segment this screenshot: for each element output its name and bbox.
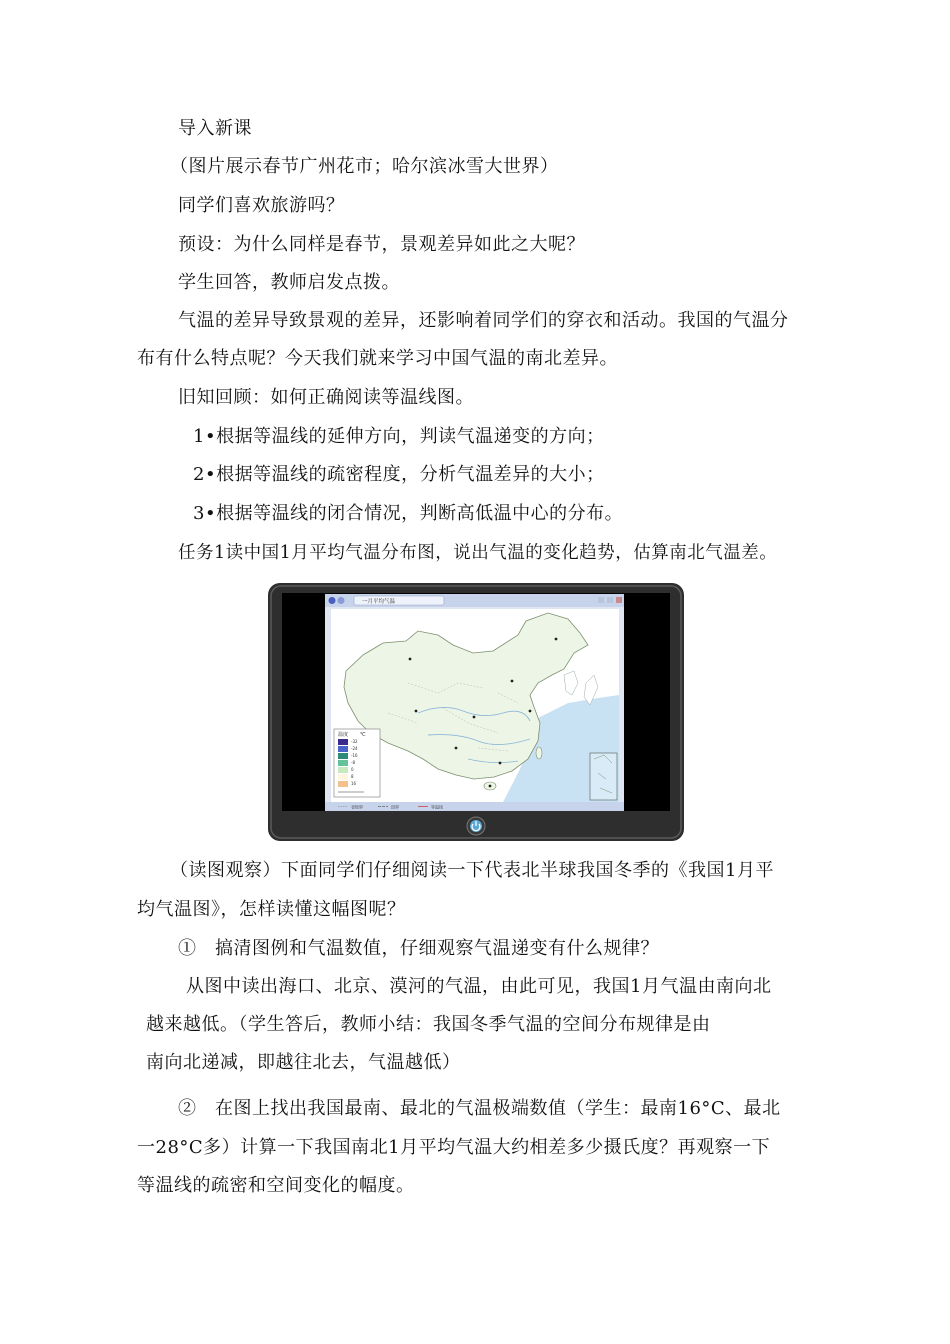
text-line: 越来越低。（学生答后，教师小结：我国冬季气温的空间分布规律是由 — [146, 1014, 711, 1035]
text-line: 导入新课 — [178, 118, 252, 139]
south-china-sea-inset — [590, 753, 617, 800]
text-line: 1•根据等温线的延伸方向，判读气温递变的方向； — [193, 426, 605, 447]
text-line: 气温的差异导致景观的差异，还影响着同学们的穿衣和活动。我国的气温分 — [178, 310, 789, 331]
text-line: 2•根据等温线的疏密程度，分析气温差异的大小； — [193, 464, 605, 485]
city-dot — [555, 638, 558, 641]
legend-value: -8 — [351, 760, 355, 765]
text-line: 南向北递减，即越往北去，气温越低） — [146, 1052, 461, 1073]
app-icon — [329, 597, 336, 604]
city-dot — [415, 710, 418, 713]
legend-value: 0 — [351, 767, 354, 772]
text-line: 布有什么特点呢？今天我们就来学习中国气温的南北差异。 — [137, 348, 618, 369]
legend-value: 8 — [351, 774, 354, 779]
city-dot — [409, 658, 412, 661]
text-line: 等温线的疏密和空间变化的幅度。 — [137, 1175, 415, 1196]
text-line: 均气温图》，怎样读懂这幅图呢？ — [137, 899, 406, 920]
text-line: 一28°C多）计算一下我国南北1月平均气温大约相差多少摄氏度？再观察一下 — [137, 1137, 771, 1158]
close-icon — [616, 597, 622, 603]
app-icon — [338, 597, 345, 604]
city-dot — [455, 747, 458, 750]
text-line: 从图中读出海口、北京、漠河的气温，由此可见，我国1月气温由南向北 — [186, 976, 772, 997]
map-title: 一月平均气温 — [362, 599, 396, 605]
text-line: （图片展示春节广州花市；哈尔滨冰雪大世界） — [170, 156, 559, 177]
legend-value: 16 — [351, 781, 357, 786]
city-dot — [499, 762, 502, 765]
text-line: 任务1读中国1月平均气温分布图，说出气温的变化趋势，估算南北气温差。 — [178, 543, 778, 563]
text-line: ② 在图上找出我国最南、最北的气温极端数值（学生：最南16°C、最北 — [178, 1098, 781, 1119]
statusbar-item: 省级界 — [351, 804, 363, 810]
minimize-icon — [598, 597, 604, 603]
legend-value: -16 — [351, 753, 358, 758]
legend-unit: ℃ — [360, 732, 366, 738]
text-line: 同学们喜欢旅游吗？ — [178, 195, 345, 216]
statusbar-item: 等温线 — [431, 804, 443, 810]
city-dot — [473, 716, 476, 719]
city-dot — [529, 710, 532, 713]
text-line: 旧知回顾：如何正确阅读等温线图。 — [178, 387, 474, 408]
text-line: 预设：为什么同样是春节，景观差异如此之大呢？ — [178, 234, 585, 255]
legend-value: -24 — [351, 746, 358, 751]
text-line: （读图观察）下面同学们仔细阅读一下代表北半球我国冬季的《我国1月平 — [170, 860, 774, 881]
text-line: 学生回答，教师启发点拨。 — [178, 272, 400, 293]
china-january-temperature-map — [268, 583, 684, 841]
text-line: ① 搞清图例和气温数值，仔细观察气温递变有什么规律？ — [178, 938, 659, 959]
statusbar-item: 国界 — [391, 804, 399, 810]
monitor-figure — [268, 583, 684, 841]
city-dot — [511, 680, 514, 683]
window-statusbar — [325, 802, 624, 811]
legend-title: 温度 — [338, 732, 349, 738]
text-line: 3•根据等温线的闭合情况，判断高低温中心的分布。 — [193, 503, 624, 524]
maximize-icon — [607, 597, 613, 603]
legend-value: -32 — [351, 739, 358, 744]
city-dot — [489, 785, 492, 788]
